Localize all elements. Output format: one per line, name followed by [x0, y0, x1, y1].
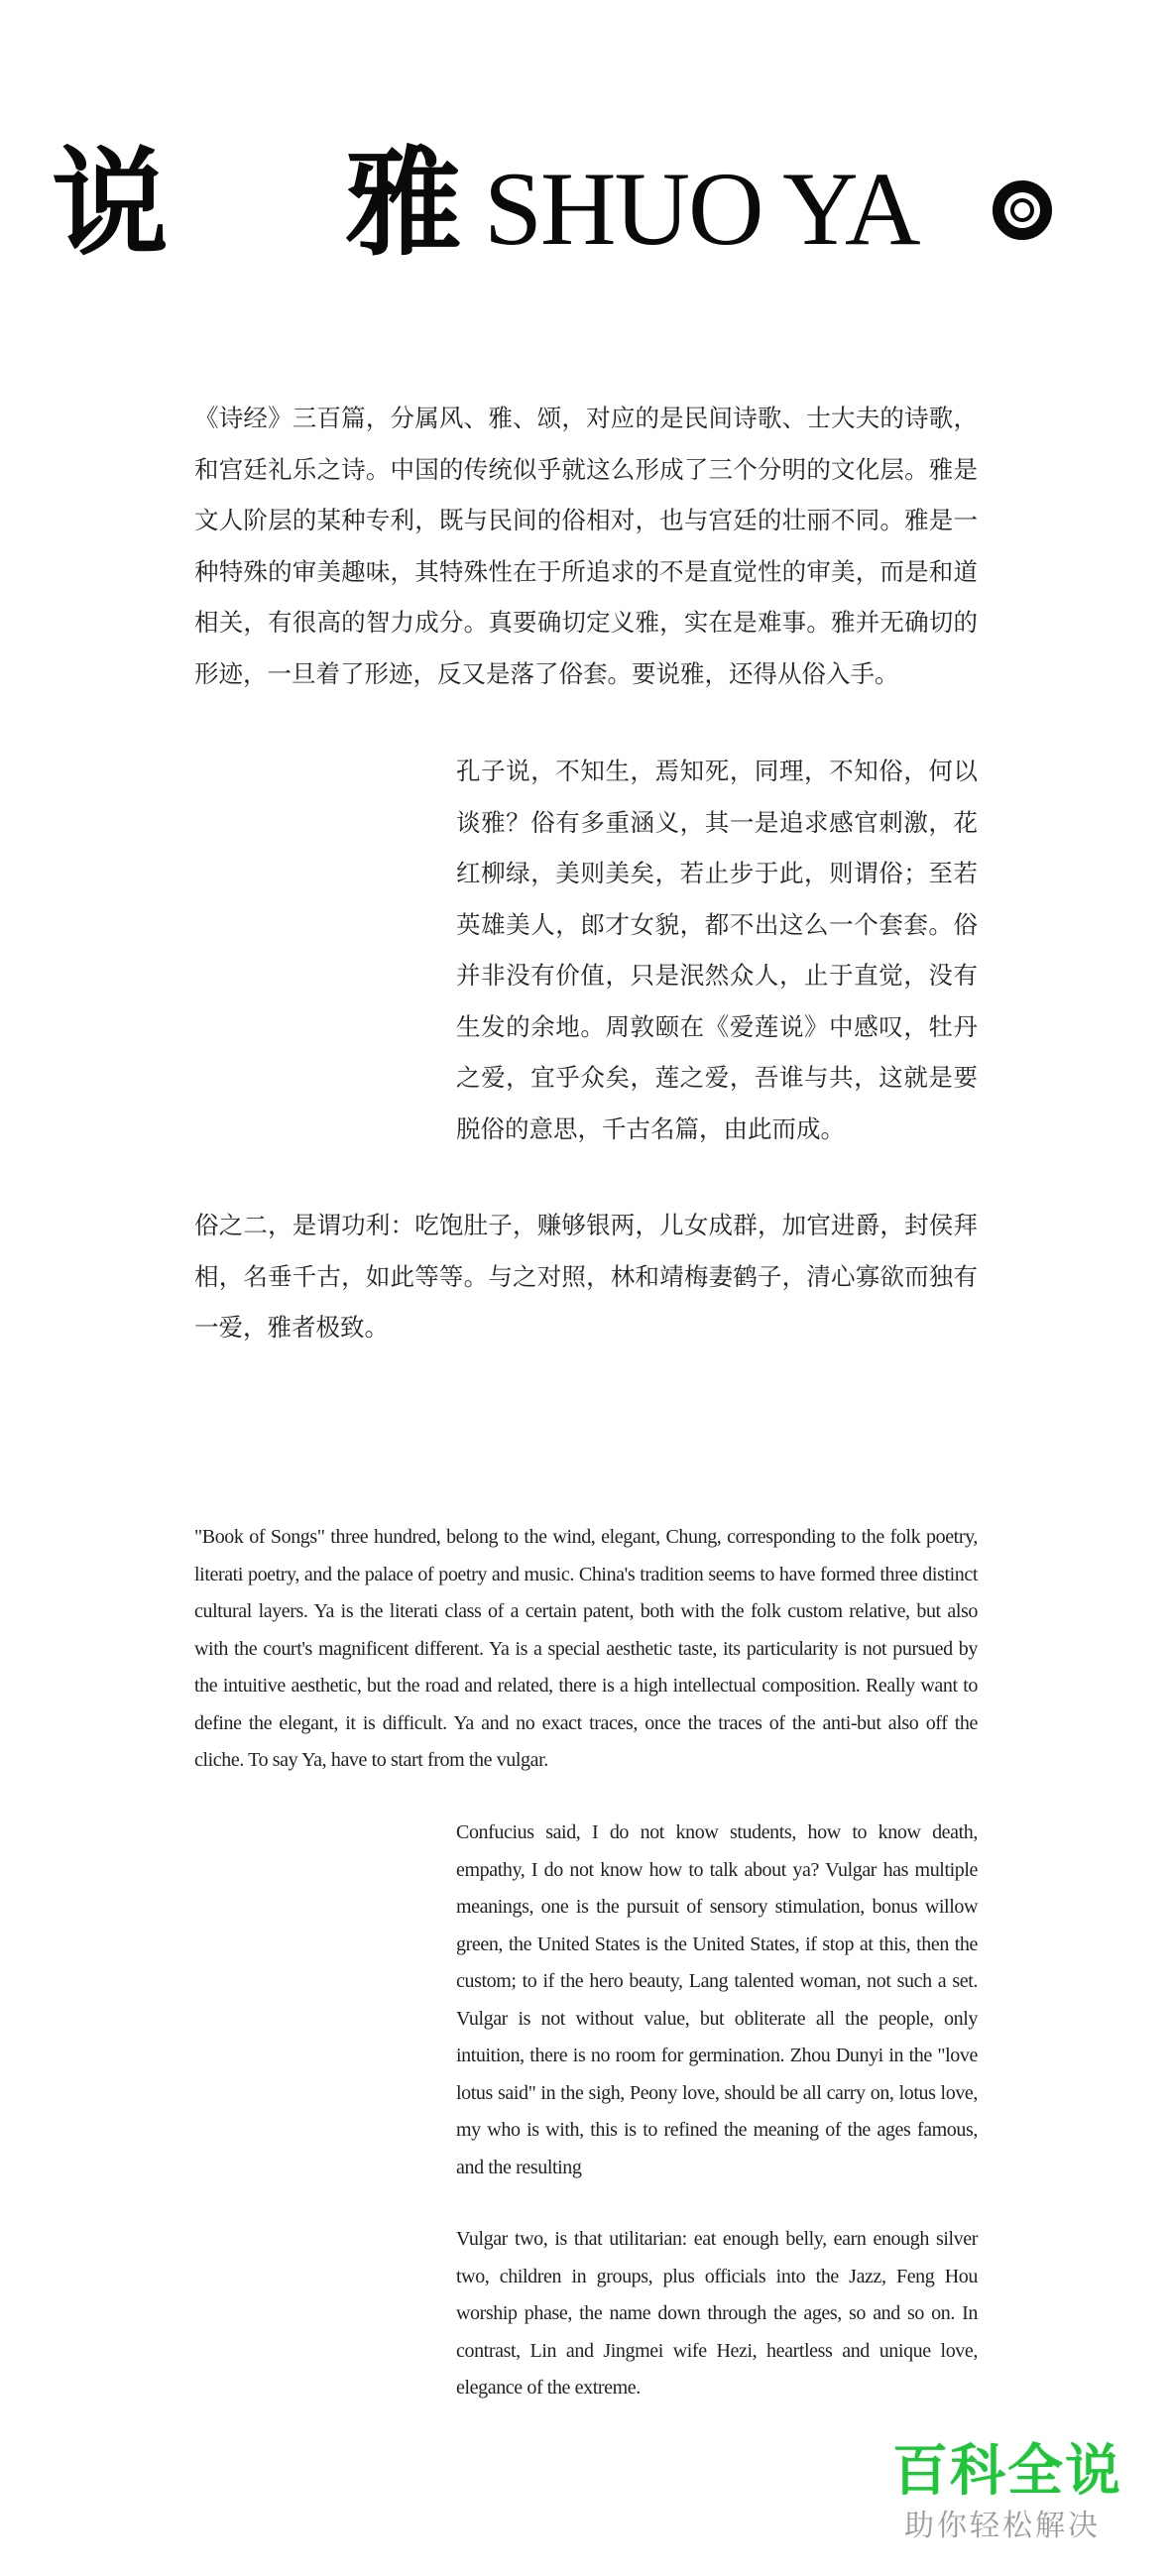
en-paragraph-3: Vulgar two, is that utilitarian: eat enough belly, earn enough silver two, children in groups, plus officials into the Jazz, Feng Hou worship phase, the name down through the ages, so and so on. In contrast, Lin and Jingmei wife Hezi, heartless and unique love, elegance of the extreme. [456, 2228, 978, 2399]
watermark-subtitle: 助你轻松解决 [904, 2509, 1101, 2543]
en-paragraph-1: "Book of Songs" three hundred, belong to the wind, elegant, Chung, corresponding to the folk poetry, literati poetry, and the palace of poetry and music. China's tradition seems to have formed three distinct cultural layers. Ya is the literati class of a certain patent, both with the folk custom relative, but also with the court's magnificent different. Ya is a special aesthetic taste, its particularity is not pursued by the intuitive aesthetic, but the road and related, there is a high intellectual composition. Really want to define the elegant, it is difficult. Ya and no exact traces, once the traces of the anti-but also off the cliche. To say Ya, have to start from the vulgar. [194, 1526, 978, 1771]
cn-paragraph-1: 《诗经》三百篇，分属风、雅、颂，对应的是民间诗歌、士大夫的诗歌，和宫廷礼乐之诗。中国的传统似乎就这么形成了三个分明的文化层。雅是文人阶层的某种专利，既与民间的俗相对，也与宫廷的壮丽不同。雅是一种特殊的审美趣味，其特殊性在于所追求的不是直觉性的审美，而是和道相关，有很高的智力成分。真要确切定义雅，实在是难事。雅并无确切的形迹，一旦着了形迹，反又是落了俗套。要说雅，还得从俗入手。 [194, 404, 978, 688]
title-char-shuo: 说 [52, 134, 170, 272]
watermark-title: 百科全说 [892, 2439, 1122, 2504]
watermark [853, 2409, 1150, 2558]
page-header [0, 129, 1171, 278]
title-latin: SHUO YA [484, 151, 919, 267]
en-paragraph-2: Confucius said, I do not know students, how to know death, empathy, I do not know how to talk about ya? Vulgar has multiple meanings, one is the pursuit of sensory stimulation, bonus willow green, the United States is the United States, if stop at this, then the custom; to if the hero beauty, Lang talented woman, not such a set. Vulgar is not without value, but obliterate all the people, only intuition, there is no room for germination. Zhou Dunyi in the "love lotus said" in the sigh, Peony love, should be all carry on, lotus love, my who is with, this is to refined the meaning of the ages famous, and the resulting [456, 1821, 978, 2178]
cn-paragraph-3: 俗之二，是谓功利：吃饱肚子，赚够银两，儿女成群，加官进爵，封侯拜相，名垂千古，如此等等。与之对照，林和靖梅妻鹤子，清心寡欲而独有一爱，雅者极致。 [194, 1211, 978, 1342]
title-char-ya: 雅 [345, 134, 463, 272]
cn-paragraph-2: 孔子说，不知生，焉知死，同理，不知俗，何以谈雅？俗有多重涵义，其一是追求感官刺激，花红柳绿，美则美矣，若止步于此，则谓俗；至若英雄美人，郎才女貌，都不出这么一个套套。俗并非没有价值，只是泯然众人，止于直觉，没有生发的余地。周敦颐在《爱莲说》中感叹，牡丹之爱，宜乎众矣，莲之爱，吾谁与共，这就是要脱俗的意思，千古名篇，由此而成。 [456, 757, 978, 1143]
ring-icon [993, 180, 1052, 240]
